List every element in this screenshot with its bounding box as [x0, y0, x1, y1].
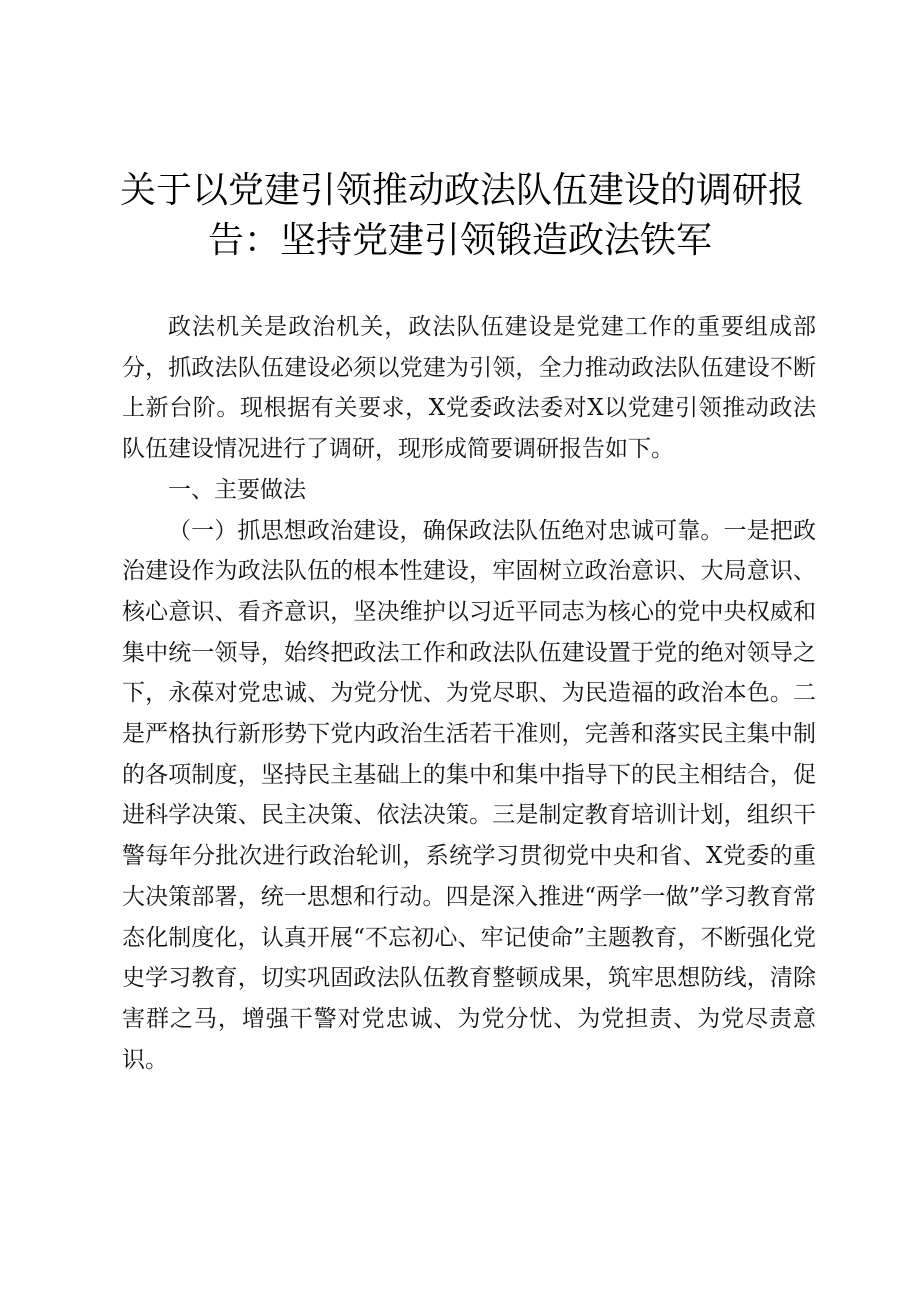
document-body: [122, 307, 816, 1080]
section-heading-main-practices: 一、主要做法: [168, 476, 306, 503]
intro-paragraph: 政法机关是政治机关，政法队伍建设是党建工作的重要组成部分，抓政法队伍建设必须以党建为引领，全力推动政法队伍建设不断上新台阶。现根据有关要求，X党委政法委对X以党建引领推动政法队伍建设情况进行了调研，现形成简要调研报告如下。: [122, 314, 816, 463]
document-title: [120, 166, 805, 266]
title-line-1: 关于以党建引领推动政法队伍建设的调研报: [120, 170, 805, 211]
title-line-2: 告：坚持党建引领锻造政法铁军: [207, 220, 712, 261]
section-1-paragraph: （一）抓思想政治建设，确保政法队伍绝对忠诚可靠。一是把政治建设作为政法队伍的根本性建设，牢固树立政治意识、大局意识、核心意识、看齐意识，坚决维护以习近平同志为核心的党中央权威和集中统一领导，始终把政法工作和政法队伍建设置于党的绝对领导之下，永葆对党忠诚、为党分忧、为党尽职、为民造福的政治本色。二是严格执行新形势下党内政治生活若干准则，完善和落实民主集中制的各项制度，坚持民主基础上的集中和集中指导下的民主相结合，促进科学决策、民主决策、依法决策。三是制定教育培训计划，组织干警每年分批次进行政治轮训，系统学习贯彻党中央和省、X党委的重大决策部署，统一思想和行动。四是深入推进“两学一做”学习教育常态化制度化，认真开展“不忘初心、牢记使命”主题教育，不断强化党史学习教育，切实巩固政法队伍教育整顿成果，筑牢思想防线，清除害群之马，增强干警对党忠诚、为党分忧、为党担责、为党尽责意识。: [122, 517, 816, 1073]
